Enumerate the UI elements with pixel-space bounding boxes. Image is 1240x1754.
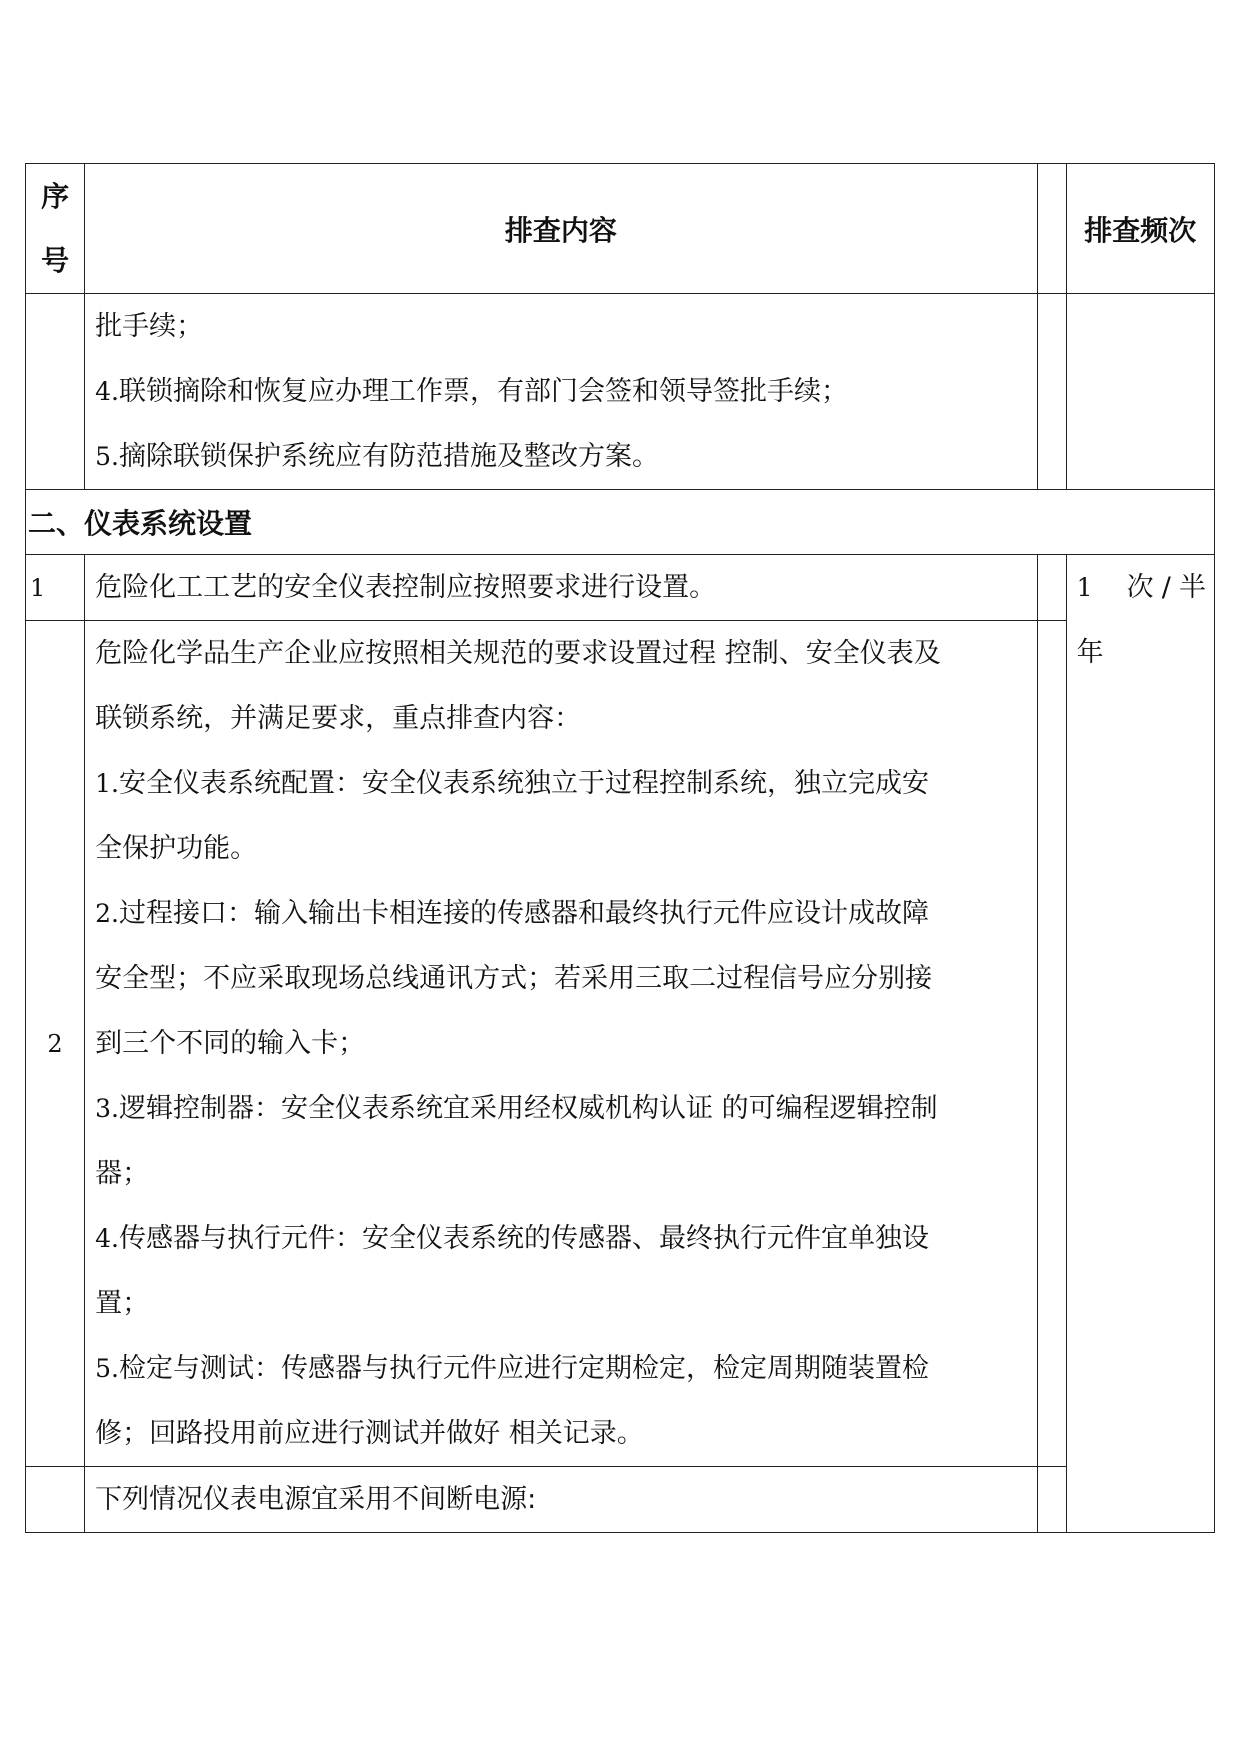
content-line: 器；	[95, 1158, 150, 1189]
inspection-table-page	[25, 163, 1215, 1533]
row-content-cell	[85, 555, 1037, 621]
content-line: 修；回路投用前应进行测试并做好 相关记录。	[95, 1418, 644, 1449]
section-title: 二、仪表系统设置	[26, 490, 1215, 555]
table-header-row	[26, 164, 1215, 294]
frequency-line2: 年	[1076, 637, 1104, 668]
continuation-row	[26, 294, 1215, 490]
item-number: 1.	[95, 769, 119, 798]
item-number: 2.	[95, 899, 119, 928]
header-blank-column	[1037, 164, 1066, 294]
table-row	[26, 1467, 1215, 1533]
content-line: 置；	[95, 1288, 150, 1319]
continuation-serial-cell	[26, 294, 85, 490]
header-serial-line2: 号	[41, 243, 70, 277]
frequency-cell	[1066, 555, 1214, 1533]
content-line: 安全型；不应采取现场总线通讯方式；若采用三取二过程信号应分别接	[95, 963, 933, 994]
content-line: 3.逻辑控制器：安全仪表系统宜采用经权威机构认证 的可编程逻辑控制	[95, 1093, 938, 1124]
row-serial-number: 1	[26, 555, 85, 621]
row-serial-number: 2	[26, 621, 85, 1467]
continuation-frequency-cell	[1066, 294, 1214, 490]
content-line: 全保护功能。	[95, 833, 258, 864]
row-blank-cell	[1037, 1467, 1066, 1533]
item-number: 4.	[95, 1224, 119, 1253]
content-line: 4.传感器与执行元件：安全仪表系统的传感器、最终执行元件宜单独设	[95, 1223, 929, 1254]
table-row	[26, 621, 1215, 1467]
item-number: 4.	[95, 377, 119, 406]
continuation-content-cell	[85, 294, 1037, 490]
continuation-blank-cell	[1037, 294, 1066, 490]
content-line: 5.检定与测试：传感器与执行元件应进行定期检定，检定周期随装置检	[95, 1353, 929, 1384]
frequency-text-part1: 次/半	[1118, 572, 1206, 603]
section-heading-row	[26, 490, 1215, 555]
content-line: 2.过程接口：输入输出卡相连接的传感器和最终执行元件应设计成故障	[95, 898, 929, 929]
content-line: 批手续；	[95, 311, 204, 342]
inspection-table	[25, 163, 1215, 1533]
content-line: 4.联锁摘除和恢复应办理工作票，有部门会签和领导签批手续；	[95, 376, 848, 407]
frequency-number: 1	[1076, 573, 1093, 602]
content-line: 危险化学品生产企业应按照相关规范的要求设置过程 控制、安全仪表及	[95, 638, 941, 669]
item-number: 5.	[95, 1354, 119, 1383]
item-number: 5.	[95, 442, 119, 471]
row-serial-number	[26, 1467, 85, 1533]
header-serial-number	[26, 164, 85, 294]
row-blank-cell	[1037, 621, 1066, 1467]
header-frequency: 排查频次	[1066, 164, 1214, 294]
header-content: 排查内容	[85, 164, 1037, 294]
table-row	[26, 555, 1215, 621]
row-content-cell	[85, 621, 1037, 1467]
content-line: 下列情况仪表电源宜采用不间断电源:	[95, 1484, 537, 1515]
header-serial-line1: 序	[41, 179, 70, 213]
frequency-line1	[1077, 555, 1214, 620]
content-line: 到三个不同的输入卡；	[95, 1028, 366, 1059]
content-line: 联锁系统，并满足要求，重点排查内容：	[95, 703, 582, 734]
row-content-cell	[85, 1467, 1037, 1533]
content-line: 1.安全仪表系统配置：安全仪表系统独立于过程控制系统，独立完成安	[95, 768, 929, 799]
content-line: 危险化工工艺的安全仪表控制应按照要求进行设置。	[95, 572, 717, 603]
content-line: 5.摘除联锁保护系统应有防范措施及整改方案。	[95, 441, 659, 472]
item-number: 3.	[95, 1094, 119, 1123]
row-blank-cell	[1037, 555, 1066, 621]
